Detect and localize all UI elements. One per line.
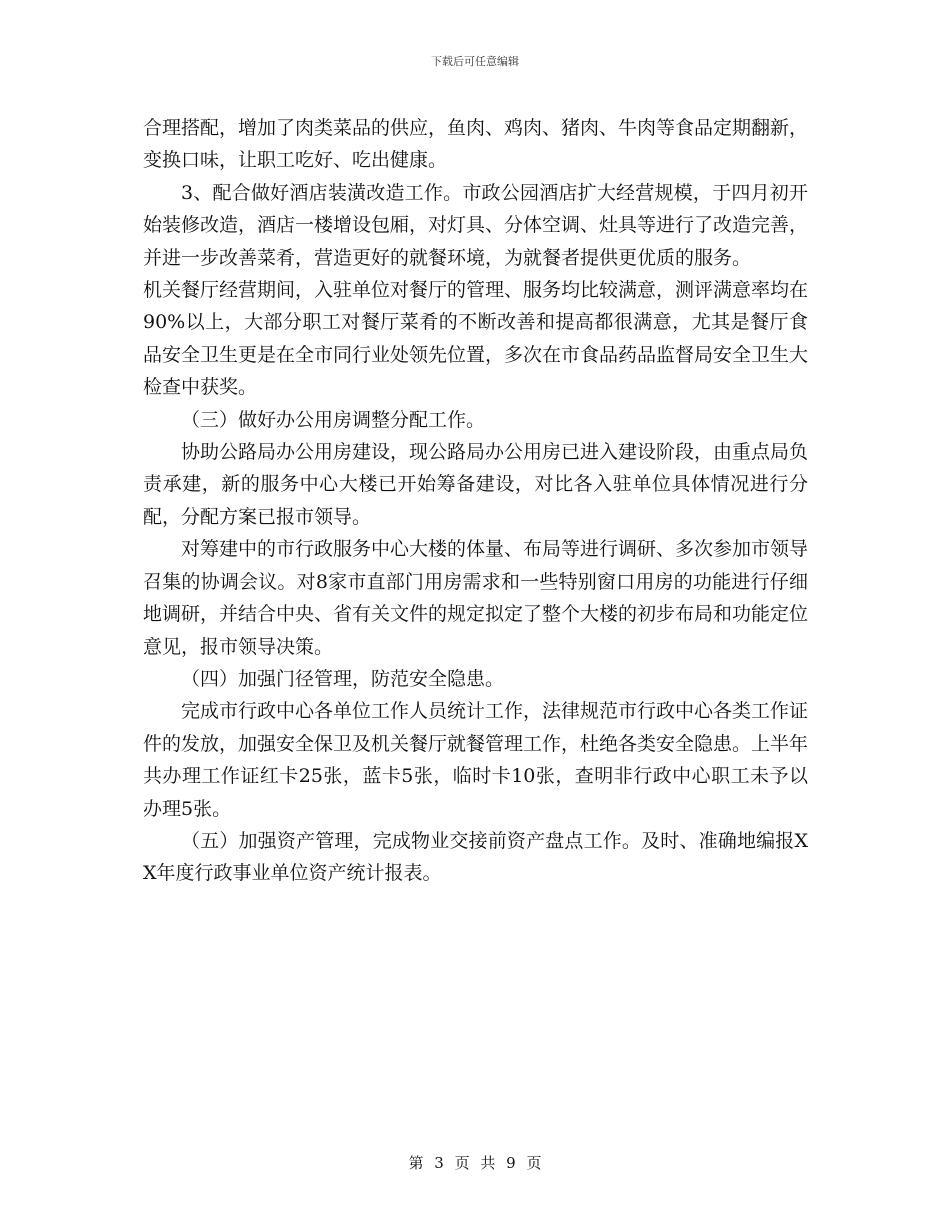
paragraph-3: 机关餐厅经营期间，入驻单位对餐厅的管理、服务均比较满意，测评满意率均在90%以上，大部分职工对餐厅菜肴的不断改善和提高都很满意，尤其是餐厅食品安全卫生更是在全市同行业处领先位置，多次在市食品药品监督局安全卫生大检查中获奖。 (143, 279, 809, 399)
paragraph-5: 协助公路局办公用房建设，现公路局办公用房已进入建设阶段，由重点局负责承建，新的服务中心大楼已开始筹备建设，对比各入驻单位具体情况进行分配，分配方案已报市领导。 (143, 441, 809, 528)
page-header: 下载后可任意编辑 (431, 55, 519, 68)
section-heading-3: （三）做好办公用房调整分配工作。 (181, 408, 486, 431)
section-heading-4: （四）加强门径管理，防范安全隐患。 (181, 667, 505, 690)
paragraph-9: （五）加强资产管理，完成物业交接前资产盘点工作。及时、准确地编报XX年度行政事业单位资产统计报表。 (143, 829, 808, 885)
page-footer: 第 3 页 共 9 页 (408, 1154, 542, 1172)
document-body (143, 112, 808, 890)
paragraph-2: 3、配合做好酒店装潢改造工作。市政公园酒店扩大经营规模，于四月初开始装修改造，酒店一楼增设包厢，对灯具、分体空调、灶具等进行了改造完善，并进一步改善菜肴，营造更好的就餐环境，为就餐者提供更优质的服务。 (143, 181, 809, 269)
paragraph-6: 对筹建中的市行政服务中心大楼的体量、布局等进行调研、多次参加市领导召集的协调会议。对8家市直部门用房需求和一些特别窗口用房的功能进行仔细地调研，并结合中央、省有关文件的规定拟定了整个大楼的初步布局和功能定位意见，报市领导决策。 (143, 538, 809, 658)
paragraph-1: 合理搭配，增加了肉类菜品的供应，鱼肉、鸡肉、猪肉、牛肉等食品定期翻新，变换口味，让职工吃好、吃出健康。 (143, 117, 809, 172)
paragraph-8: 完成市行政中心各单位工作人员统计工作，法律规范市行政中心各类工作证件的发放，加强安全保卫及机关餐厅就餐管理工作，杜绝各类安全隐患。上半年共办理工作证红卡25张，蓝卡5张，临时卡10张，查明非行政中心职工未予以办理5张。 (143, 700, 809, 820)
